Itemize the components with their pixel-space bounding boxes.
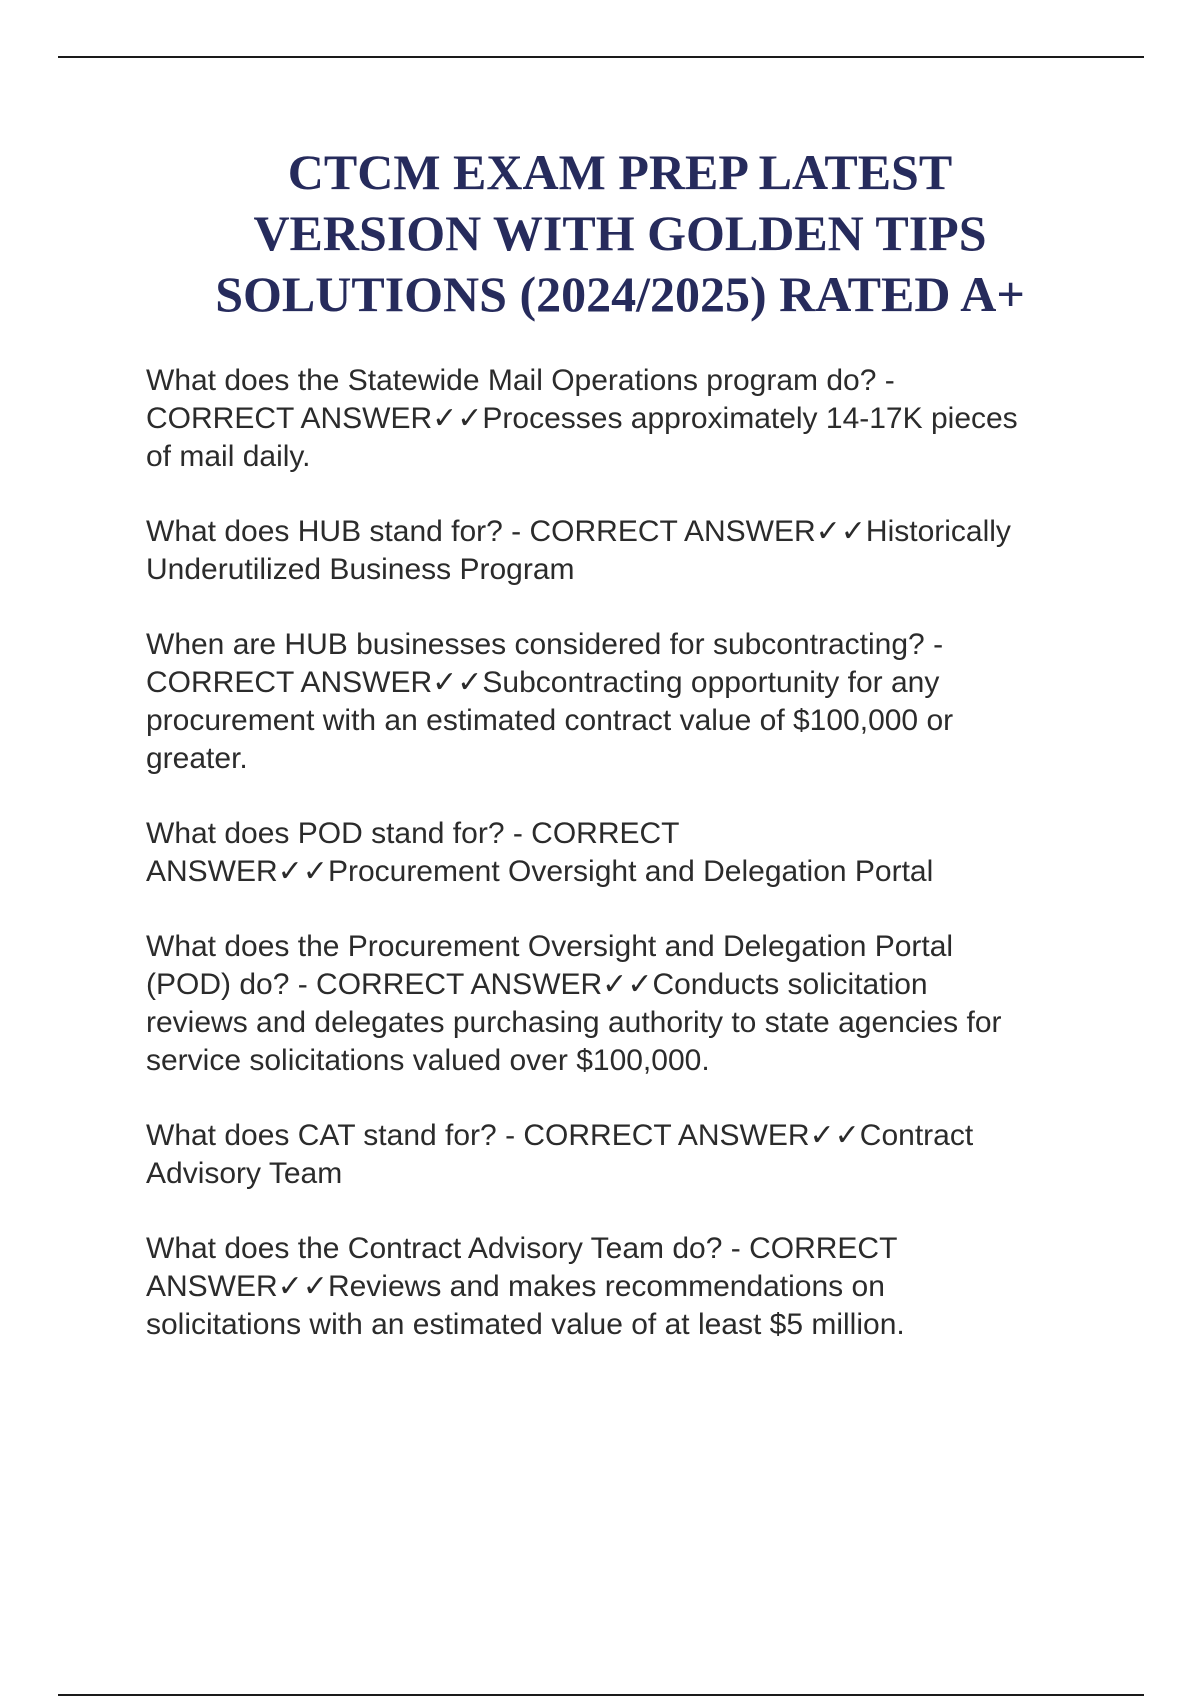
qa-line: solicitations with an estimated value of at least $5 million. (146, 1308, 905, 1341)
qa-line: reviews and delegates purchasing authority to state agencies for (146, 1006, 1002, 1039)
qa-line: What does CAT stand for? - CORRECT ANSWER✓✓Contract (146, 1119, 974, 1152)
qa-line: Underutilized Business Program (146, 553, 575, 586)
qa-line: ANSWER✓✓Reviews and makes recommendations on (146, 1270, 885, 1303)
qa-line: What does HUB stand for? - CORRECT ANSWER✓✓Historically (146, 515, 1011, 548)
qa-item (146, 928, 1096, 1080)
qa-line: ANSWER✓✓Procurement Oversight and Delegation Portal (146, 855, 934, 888)
qa-line: What does the Contract Advisory Team do? - CORRECT (146, 1232, 898, 1265)
qa-item (146, 626, 1096, 778)
title-line: SOLUTIONS (2024/2025) RATED A+ (215, 266, 1025, 322)
qa-line: What does the Procurement Oversight and Delegation Portal (146, 930, 954, 963)
qa-line: What does POD stand for? - CORRECT (146, 817, 680, 850)
qa-line: procurement with an estimated contract value of $100,000 or (146, 704, 954, 737)
qa-line: When are HUB businesses considered for subcontracting? - (146, 628, 944, 661)
qa-line: Advisory Team (146, 1157, 343, 1190)
qa-line: greater. (146, 742, 248, 775)
bottom-divider (58, 1694, 1144, 1696)
top-divider (58, 56, 1144, 58)
qa-list (146, 362, 1096, 1344)
qa-item (146, 815, 1096, 891)
qa-line: CORRECT ANSWER✓✓Subcontracting opportunity for any (146, 666, 940, 699)
qa-item (146, 1230, 1096, 1344)
qa-line: (POD) do? - CORRECT ANSWER✓✓Conducts solicitation (146, 968, 928, 1001)
qa-item (146, 362, 1096, 476)
document-title (60, 142, 1180, 325)
title-line: VERSION WITH GOLDEN TIPS (253, 205, 987, 261)
qa-line: CORRECT ANSWER✓✓Processes approximately 14-17K pieces (146, 402, 1018, 435)
qa-line: of mail daily. (146, 440, 311, 473)
qa-item (146, 513, 1096, 589)
qa-line: service solicitations valued over $100,000. (146, 1044, 710, 1077)
title-line: CTCM EXAM PREP LATEST (287, 144, 953, 200)
qa-item (146, 1117, 1096, 1193)
qa-line: What does the Statewide Mail Operations program do? - (146, 364, 895, 397)
